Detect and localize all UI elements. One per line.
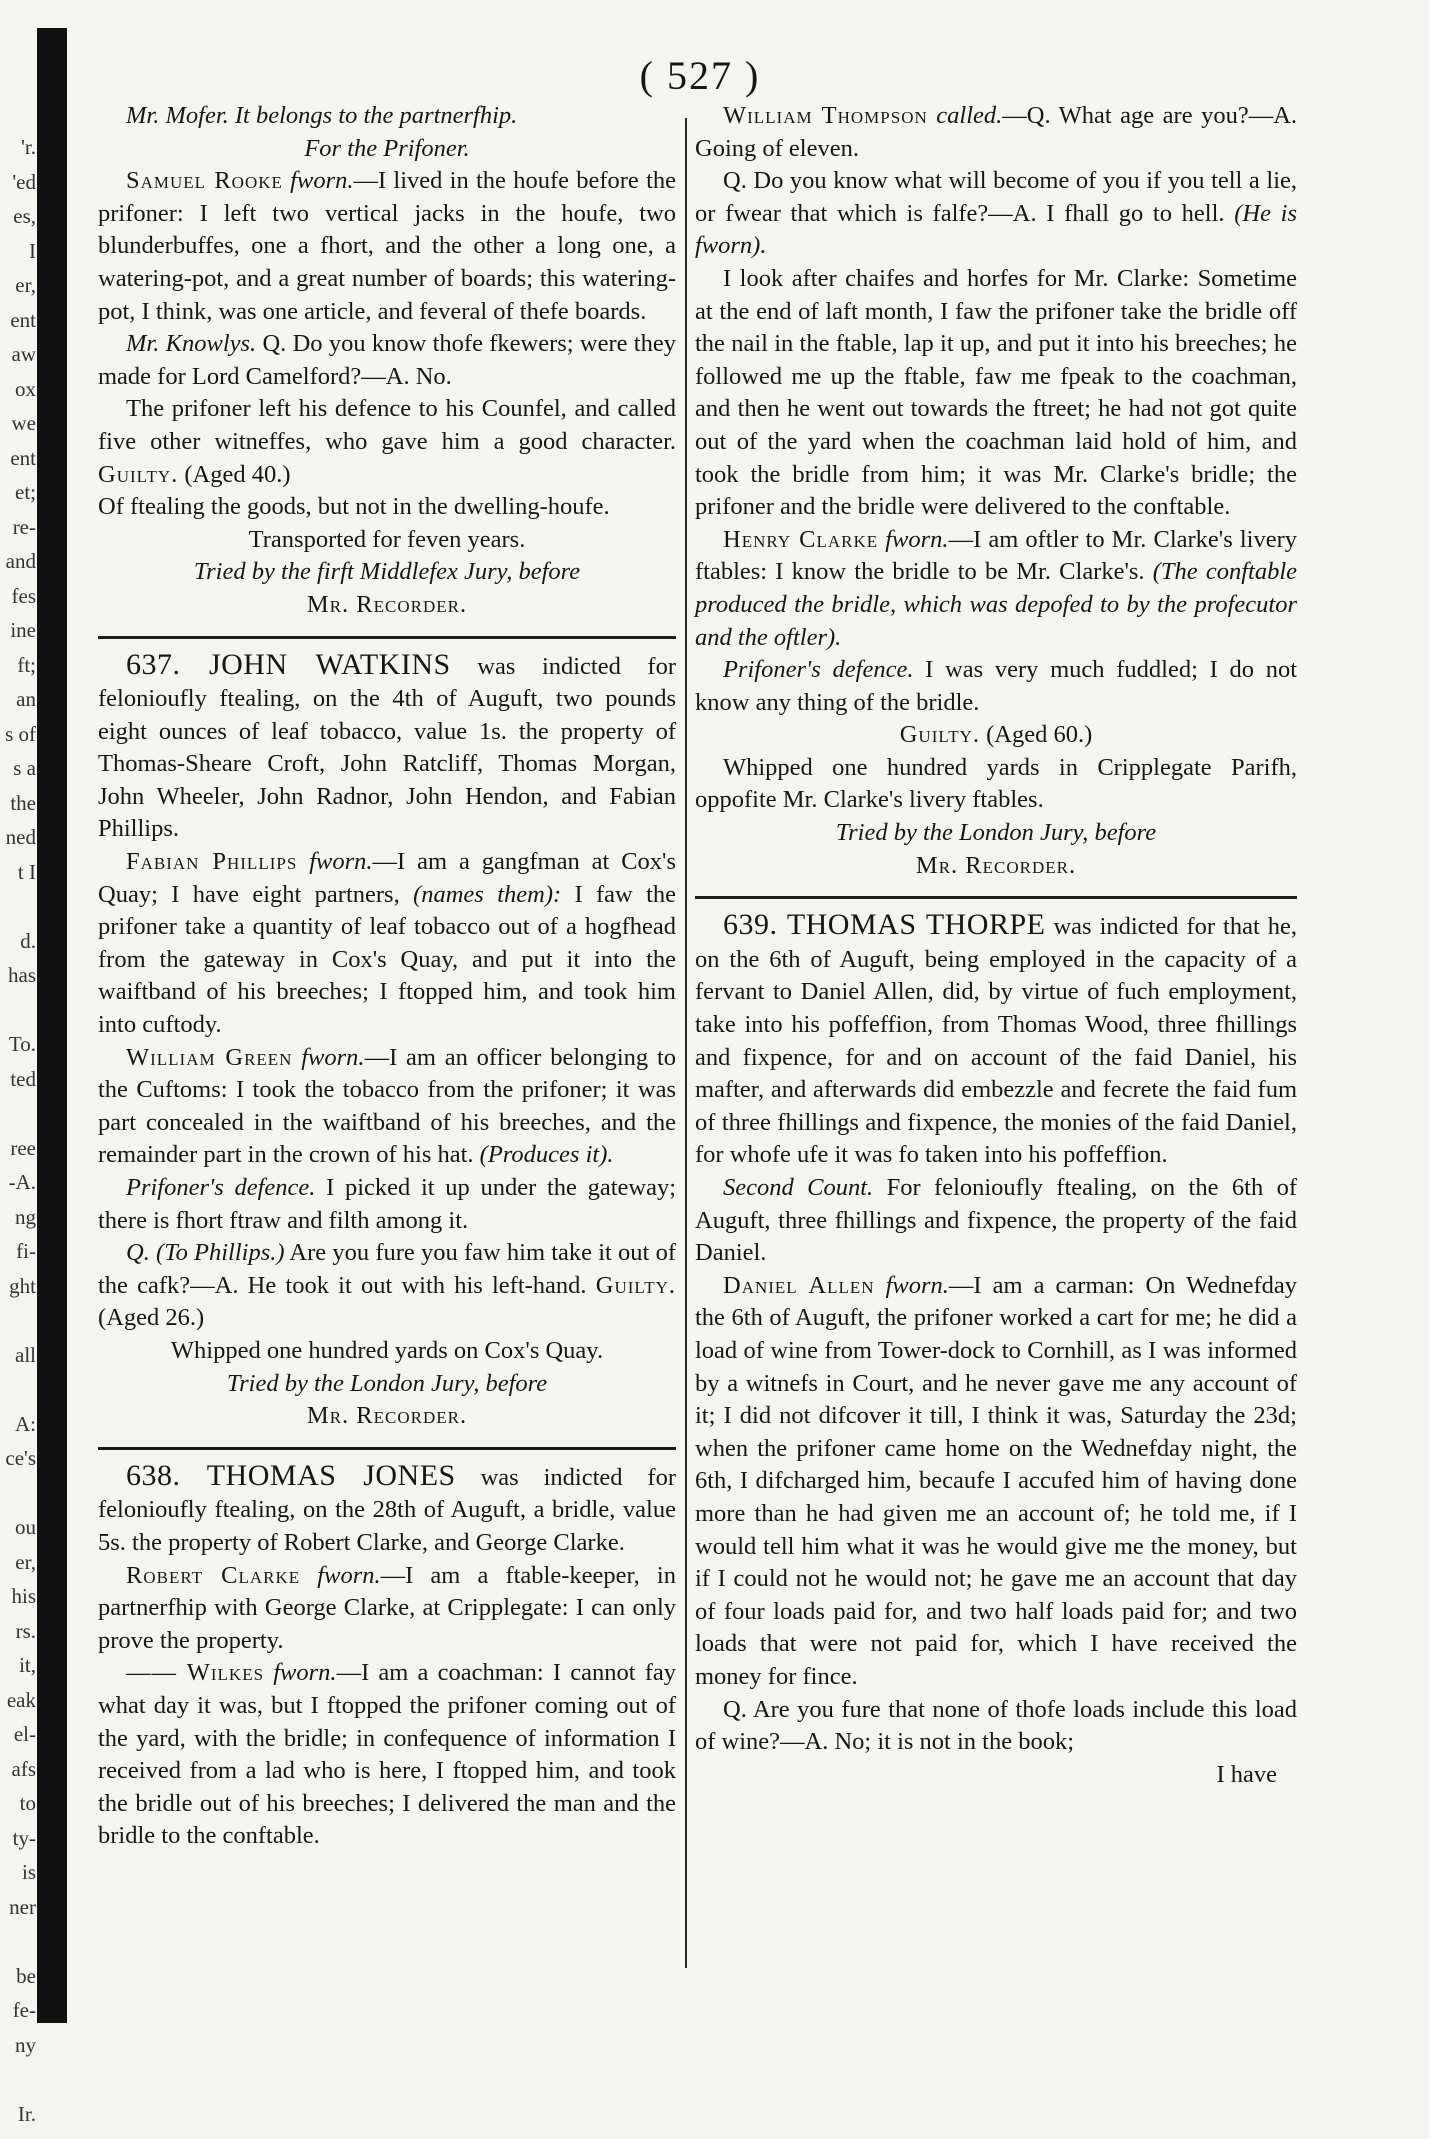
edge-fragment: to <box>19 1791 36 1815</box>
catchword: I have <box>1216 1760 1277 1788</box>
stealing-note: Of ftealing the goods, but not in the dwelling-houfe. <box>98 493 610 521</box>
edge-fragment: s of <box>5 721 36 746</box>
prisoner-defence-637: Prifoner's defence. I picked it up under the gateway; there is fhort ftraw and filth among it. <box>98 1174 676 1234</box>
edge-fragment: A: <box>15 1411 36 1436</box>
question-to-phillips: Q. (To Phillips.) Are you fure you faw him take it out of the cafk?—A. He took it out with his left-hand. Guilty. (Aged 26.) <box>98 1239 677 1332</box>
edge-fragment: ree <box>10 1135 36 1160</box>
edge-fragment <box>0 889 36 924</box>
edge-fragment: ny <box>15 2032 36 2057</box>
sentence-1: Transported for feven years. <box>248 525 526 553</box>
edge-fragment <box>0 2062 36 2097</box>
edge-fragment: be <box>16 1963 36 1988</box>
edge-fragment: all <box>15 1342 36 1367</box>
edge-fragment: ox <box>15 376 36 401</box>
edge-fragment: it, <box>19 1653 36 1677</box>
edge-fragment: fe- <box>12 1998 36 2022</box>
case-639: 639. THOMAS THORPE was indicted for that he, on the 6th of Auguft, being employed in the capacity of a fervant to Daniel Allen, did, by virtue of fuch employment, take into his poffeffion, from Thomas Wood, three fhillings and fixpence, for and on account of the faid Daniel, his mafter, and afterwards did embezzle and fecrete the faid fum of three fhillings and fixpence, the monies of the faid Daniel, for whofe ufe it was fo taken into his poffeffion. <box>695 908 1297 1169</box>
edge-fragment: ou <box>15 1515 36 1539</box>
edge-fragment: ft; <box>17 652 36 677</box>
edge-fragment: s a <box>13 756 36 780</box>
edge-fragment: -A. <box>8 1170 36 1194</box>
edge-fragment: an <box>16 687 36 711</box>
for-prisoner-heading: For the Prifoner. <box>304 134 470 162</box>
thompson-oath-question: Q. Do you know what will become of you if you tell a lie, or fwear that which is falfe?—A. I fhall go to hell. (He is fworn). <box>695 167 1297 260</box>
case-separator <box>98 1447 676 1450</box>
edge-fragment: er, <box>15 273 36 297</box>
column-divider <box>685 118 687 1968</box>
recorder-2: Mr. Recorder. <box>306 1402 468 1430</box>
edge-fragment: we <box>11 411 36 435</box>
edge-fragment: et; <box>15 480 36 504</box>
edge-fragment <box>0 1924 36 1959</box>
edge-fragment: has <box>8 963 36 987</box>
verdict-3: Guilty. (Aged 60.) <box>899 721 1093 749</box>
case-separator <box>695 896 1297 899</box>
wilkes-testimony: —— Wilkes fworn.—I am a coachman: I cannot fay what day it was, but I ftopped the prifoner coming out of the yard, with the bridle; in confequence of information I received from a lad who is here, I ftopped him, and took the bridle out of his breeches; I delivered the man and the bridle to the conftable. <box>98 1659 677 1850</box>
edge-fragment: 'ed <box>12 169 36 194</box>
edge-fragment: ty- <box>12 1825 36 1850</box>
edge-fragment: fi- <box>16 1239 36 1263</box>
left-column <box>98 100 676 1853</box>
edge-fragment: Ir. <box>17 2101 36 2126</box>
henry-clarke-testimony: Henry Clarke fworn.—I am oftler to Mr. Clarke's livery ftables: I know the bridle to be Mr. Clarke's. (The conftable produced the bridle, which was depofed to by the profecutor and the oftler). <box>695 525 1297 651</box>
final-question: Q. Are you fure that none of thofe loads include this load of wine?—A. No; it is not in the book; <box>695 1695 1297 1756</box>
edge-fragment: er, <box>15 1549 36 1574</box>
edge-fragment: ned <box>5 825 36 849</box>
case-637: 637. JOHN WATKINS was indicted for felonioufly ftealing, on the 4th of Auguft, two pounds eight ounces of leaf tobacco, value 1s. the property of Thomas-Sheare Croft, John Ratcliff, Thomas Morgan, John Wheeler, John Radnor, John Hendon, and Fabian Phillips. <box>98 647 676 843</box>
edge-fragment <box>0 993 36 1028</box>
phillips-testimony: Fabian Phillips fworn.—I am a gangfman at Cox's Quay; I have eight partners, (names them): I faw the prifoner take a quantity of leaf tobacco out of a hogfhead from the gateway in Cox's Quay, and put it into the waiftband of his breeches; I ftopped him, and took him into cuftody. <box>98 848 677 1039</box>
edge-fragment: aw <box>11 342 36 366</box>
defence-note: The prifoner left his defence to his Counfel, and called five other witneffes, who gave him a good character. Guilty. (Aged 40.) <box>98 395 676 488</box>
edge-fragment: is <box>21 1860 36 1884</box>
edge-fragment: fes <box>11 583 36 608</box>
edge-fragment: el- <box>13 1722 36 1746</box>
edge-fragment: ght <box>9 1273 36 1298</box>
edge-fragment <box>0 1372 36 1407</box>
tried-by-2: Tried by the London Jury, before <box>226 1369 548 1397</box>
edge-fragment: ent <box>10 307 36 332</box>
recorder-1: Mr. Recorder. <box>306 590 468 618</box>
sentence-3: Whipped one hundred yards in Cripplegate Parifh, oppofite Mr. Clarke's livery ftables. <box>695 753 1297 814</box>
green-testimony: William Green fworn.—I am an officer belonging to the Cuftoms: I took the tobacco from the prifoner; it was part concealed in the waiftband of his breeches, and the remainder part in the crown of his hat. (Produces it). <box>98 1043 677 1169</box>
edge-fragment: and <box>5 549 36 573</box>
edge-fragment: ce's <box>5 1446 36 1470</box>
edge-fragment: eak <box>6 1687 36 1712</box>
edge-fragment: re- <box>12 514 36 539</box>
edge-fragment: ng <box>15 1204 36 1229</box>
edge-fragment: 'r. <box>21 135 36 159</box>
edge-fragment: To. <box>8 1032 36 1056</box>
edge-fragment: afs <box>11 1756 36 1781</box>
edge-fragment: ner <box>9 1894 36 1919</box>
edge-fragment <box>0 1303 36 1338</box>
edge-fragment <box>0 1476 36 1511</box>
rooke-testimony: Samuel Rooke fworn.—I lived in the houfe before the prifoner: I left two vertical jacks in the houfe, two blunderbuffes, one a fhort, and the other a long one, a watering-pot, and a great number of boards; this watering-pot, I think, was one article, and feveral of thefe boards. <box>98 167 677 325</box>
edge-fragment: his <box>11 1584 36 1608</box>
edge-fragment: t I <box>17 859 36 884</box>
edge-fragment: es, <box>13 204 36 228</box>
knowlys-question: Mr. Knowlys. Q. Do you know thofe fkewers; were they made for Lord Camelford?—A. No. <box>98 330 676 390</box>
thompson-examination: William Thompson called.—Q. What age are you?—A. Going of eleven. <box>695 102 1298 162</box>
case-638: 638. THOMAS JONES was indicted for felonioufly ftealing, on the 28th of Auguft, a bridle, value 5s. the property of Robert Clarke, and George Clarke. <box>98 1458 676 1556</box>
moser-answer: Mr. Mofer. It belongs to the partnerfhip. <box>126 102 518 129</box>
page-number: ( 527 ) <box>639 53 761 98</box>
right-column <box>695 100 1297 1791</box>
sentence-2: Whipped one hundred yards on Cox's Quay. <box>170 1336 604 1364</box>
edge-fragment: I <box>29 238 36 263</box>
edge-fragment: ted <box>10 1066 36 1091</box>
tried-by-1: Tried by the firft Middlefex Jury, before <box>193 558 581 586</box>
second-count: Second Count. For felonioufly ftealing, on the 6th of Auguft, three fhillings and fixpence, the property of the faid Daniel. <box>695 1174 1298 1267</box>
prisoner-defence-638: Prifoner's defence. I was very much fuddled; I do not know any thing of the bridle. <box>695 656 1298 716</box>
thompson-testimony: I look after chaifes and horfes for Mr. Clarke: Sometime at the end of laft month, I faw the prifoner take the bridle off the nail in the ftable, lap it up, and put it into his breeches; he followed me up the ftable, faw me fpeak to the coachman, and then he went out towards the ftreet; he had not got quite out of the yard when the coachman laid hold of him, and took the bridle from him; it was Mr. Clarke's bridle; the prifoner and the bridle were delivered to the conftable. <box>695 264 1297 521</box>
tried-by-3: Tried by the London Jury, before <box>835 819 1157 847</box>
edge-fragment: rs. <box>15 1618 36 1643</box>
robert-clarke-testimony: Robert Clarke fworn.—I am a ftable-keeper, in partnerfhip with George Clarke, at Cripplegate: I can only prove the property. <box>98 1561 676 1654</box>
binding-edge <box>37 28 67 2023</box>
edge-fragment <box>0 1096 36 1131</box>
case-separator <box>98 636 676 639</box>
edge-fragment: d. <box>20 928 36 953</box>
edge-fragment: ine <box>10 618 36 642</box>
allen-testimony: Daniel Allen fworn.—I am a carman: On Wednefday the 6th of Auguft, the prifoner worked a cart for me; he did a load of wine from Tower-dock to Cornhill, as I was informed by a witnefs in Court, and he never gave me any account of it; I did not difcover it till, I think it was, Saturday the 23d; when the prifoner came home on the Wednefday night, the 6th, I difcharged him, becaufe I accufed him of having done more than he had given me an account of; he told me, if I would tell him what it was he would give me the money, but if I could not he would not; he gave me an account that day of four loads paid for, and two half loads paid for; and two loads that were not paid for, which I have received the money for fince. <box>695 1271 1297 1690</box>
edge-fragment: the <box>10 790 36 815</box>
edge-fragment: ent <box>10 445 36 470</box>
recorder-3: Mr. Recorder. <box>915 851 1077 879</box>
adjacent-page-fragments <box>0 130 36 2131</box>
